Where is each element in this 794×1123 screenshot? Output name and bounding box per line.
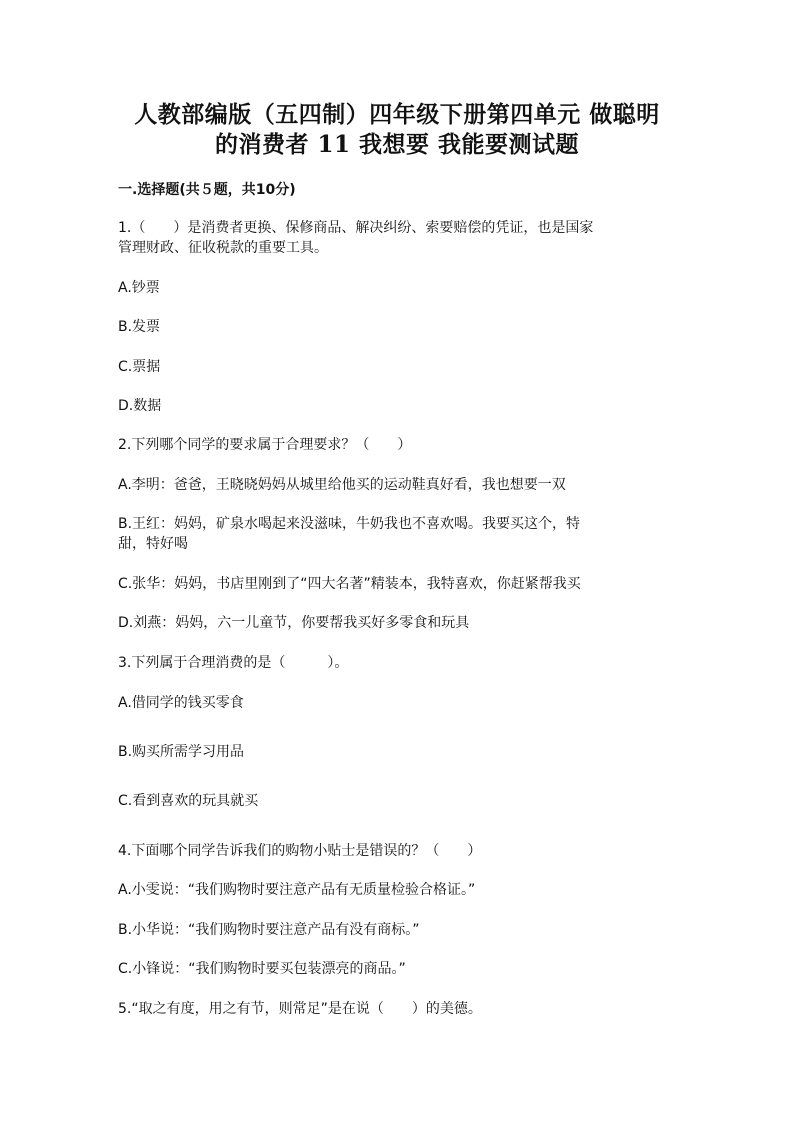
q2-option-b-line-2: 甜，特好喝: [118, 536, 188, 552]
q3-stem: 3.下列属于合理消费的是（ ）。: [118, 655, 349, 671]
q1-option-d: D.数据: [118, 398, 162, 414]
q1-stem-line-1: 1.（ ）是消费者更换、保修商品、解决纠纷、索要赔偿的凭证，也是国家: [118, 220, 594, 236]
q5-stem: 5.“取之有度，用之有节，则常足”是在说（ ）的美德。: [118, 1001, 482, 1017]
q3-option-b: B.购买所需学习用品: [118, 744, 245, 760]
q4-option-c: C.小锋说：“我们购物时要买包装漂亮的商品。”: [118, 961, 406, 977]
q2-option-a: A.李明：爸爸，王晓晓妈妈从城里给他买的运动鞋真好看，我也想要一双: [118, 477, 566, 493]
q1-stem-line-2: 管理财政、征收税款的重要工具。: [118, 240, 328, 256]
document-title-line-1: 人教部编版（五四制）四年级下册第四单元 做聪明: [134, 101, 660, 128]
q4-option-a: A.小雯说：“我们购物时要注意产品有无质量检验合格证。”: [118, 882, 476, 898]
q2-option-d: D.刘燕：妈妈，六一儿童节，你要帮我买好多零食和玩具: [118, 615, 470, 631]
q2-option-c: C.张华：妈妈，书店里刚到了“四大名著”精装本，我特喜欢，你赶紧帮我买: [118, 576, 581, 592]
q3-option-c: C.看到喜欢的玩具就买: [118, 793, 259, 809]
q2-option-b-line-1: B.王红：妈妈，矿泉水喝起来没滋味，牛奶我也不喜欢喝。我要买这个，特: [118, 516, 581, 532]
document-title-line-2: 的消费者 11 我想要 我能要测试题: [214, 131, 580, 158]
q4-option-b: B.小华说：“我们购物时要注意产品有没有商标。”: [118, 922, 420, 938]
q1-option-b: B.发票: [118, 319, 161, 335]
section-heading: 一.选择题(共５题，共10分): [118, 182, 296, 198]
q1-option-c: C.票据: [118, 359, 161, 375]
q3-option-a: A.借同学的钱买零食: [118, 695, 244, 711]
q4-stem: 4.下面哪个同学告诉我们的购物小贴士是错误的？（ ）: [118, 843, 482, 859]
q2-stem: 2.下列哪个同学的要求属于合理要求？（ ）: [118, 437, 412, 453]
q1-option-a: A.钞票: [118, 280, 160, 296]
